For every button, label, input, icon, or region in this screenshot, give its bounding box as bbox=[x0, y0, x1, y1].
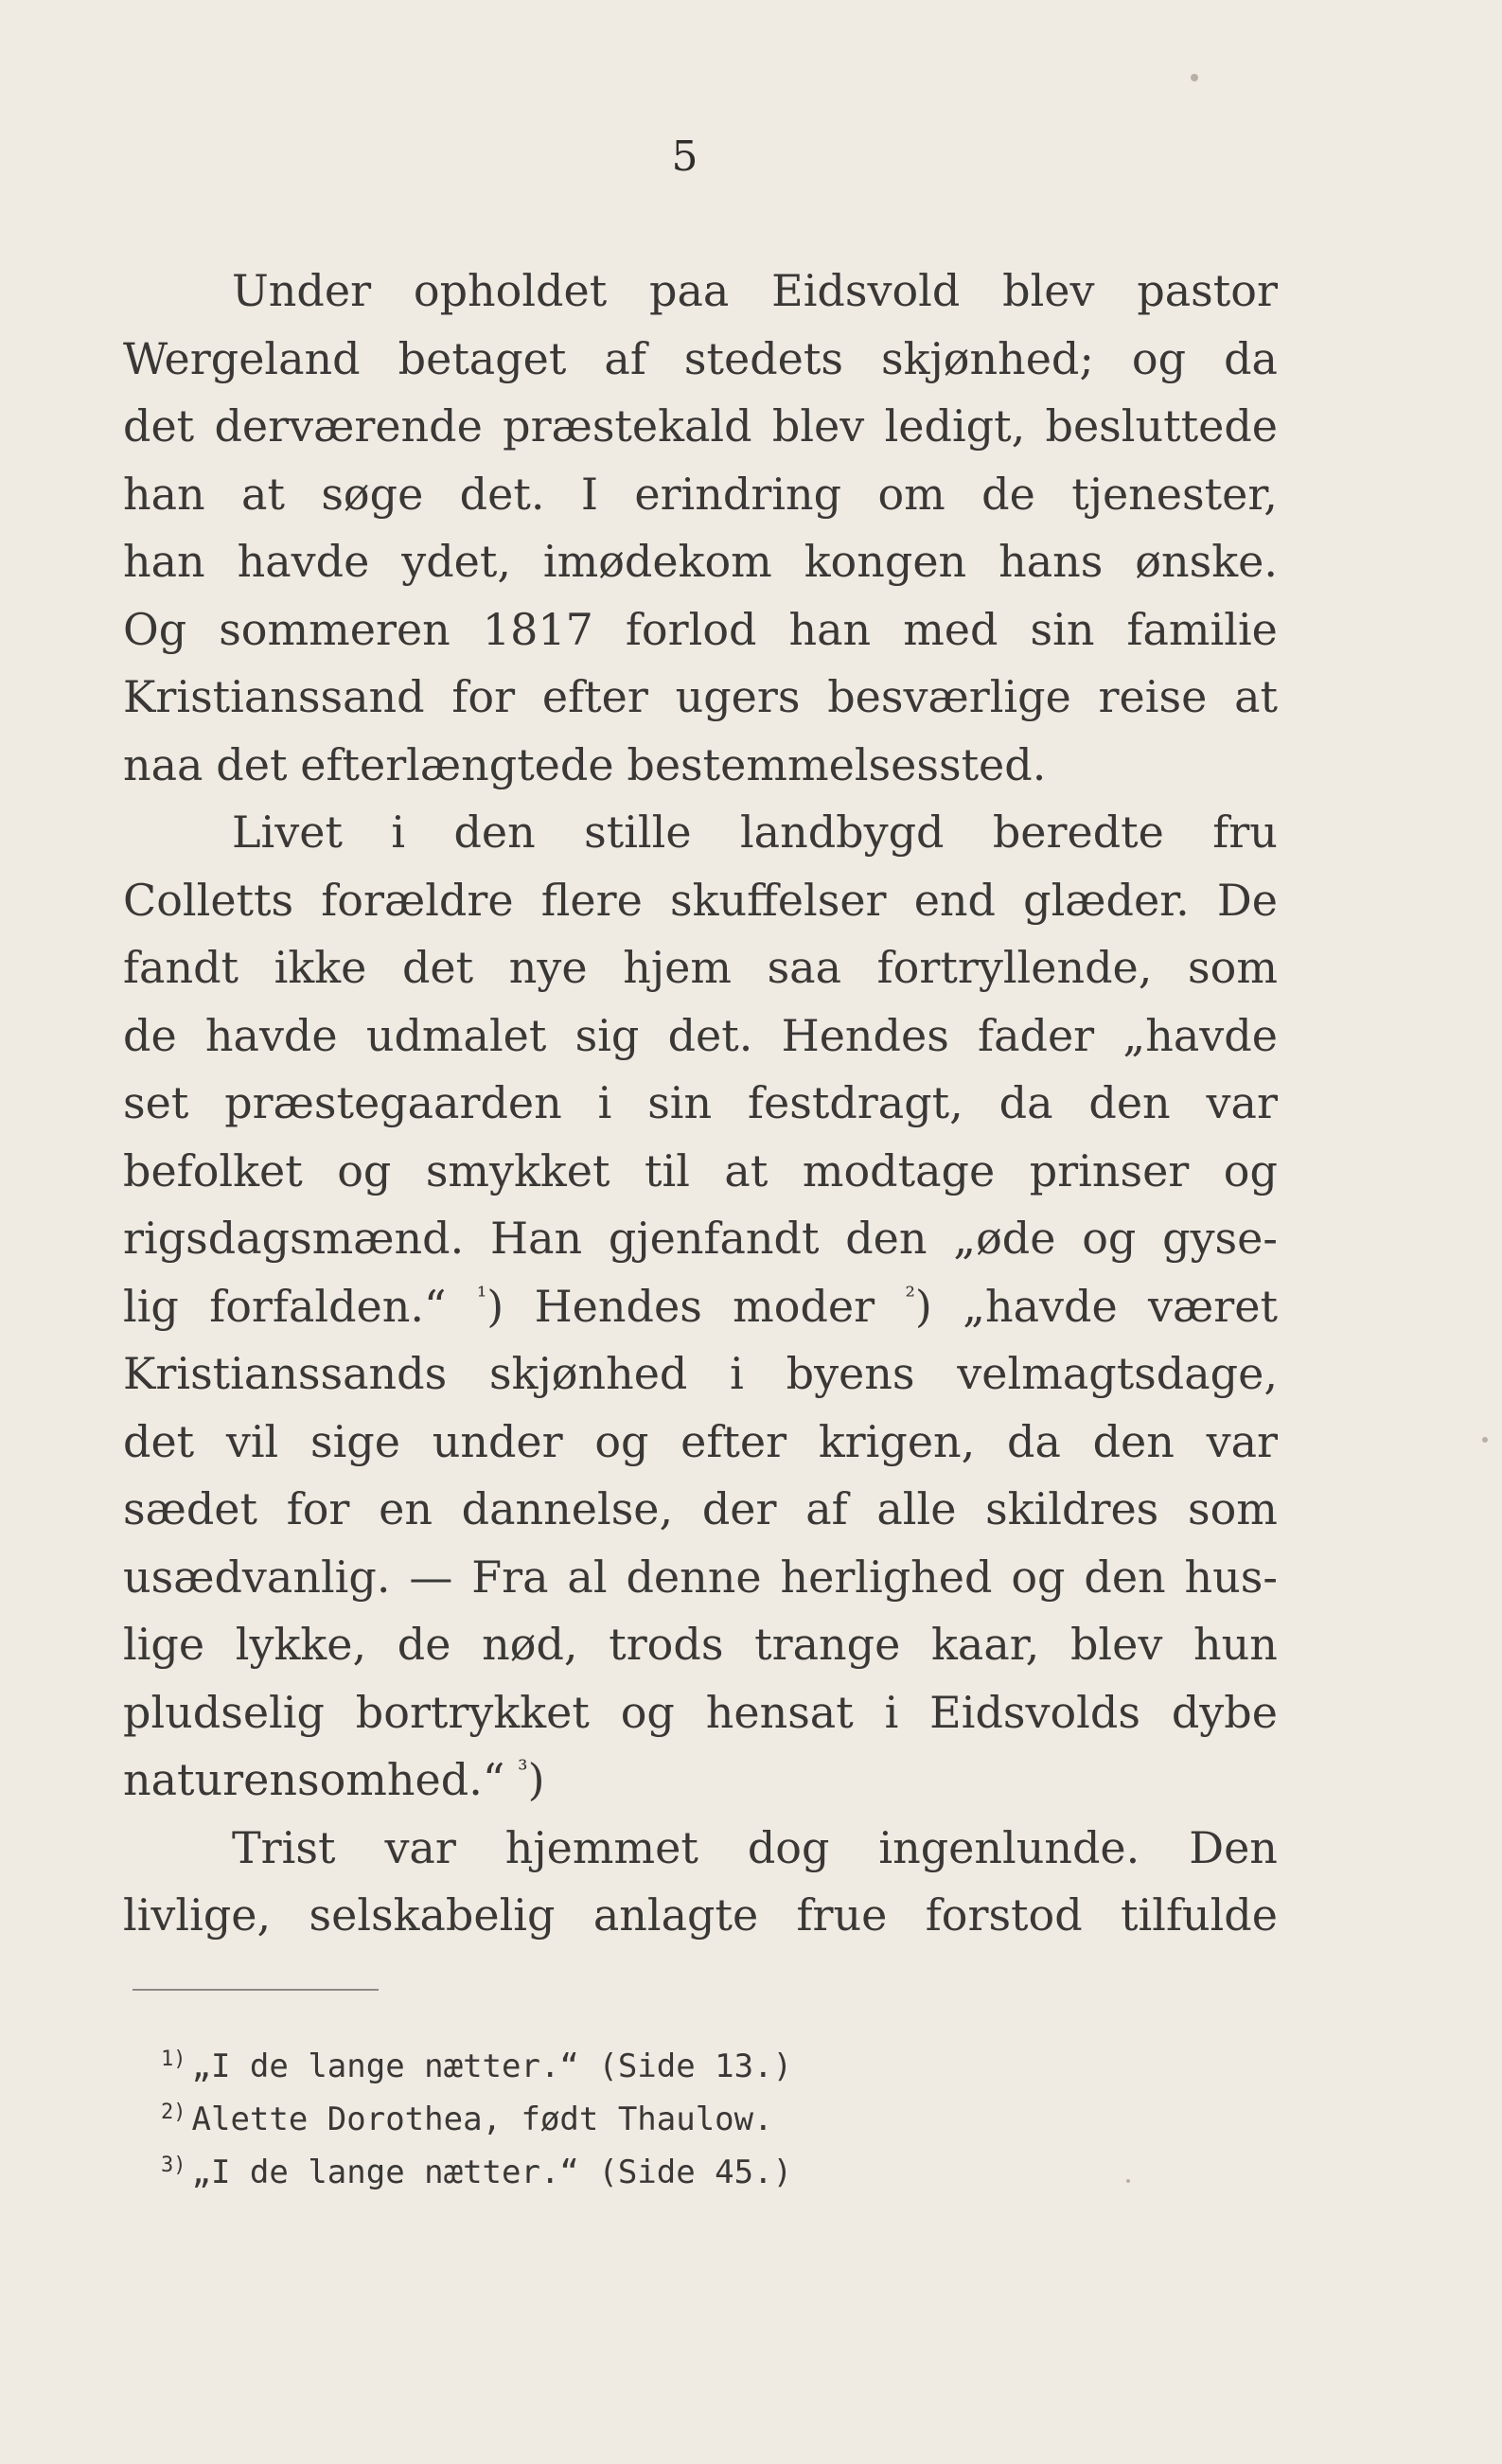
word: den bbox=[845, 1213, 928, 1264]
word: de bbox=[981, 468, 1035, 520]
word: i bbox=[597, 1077, 612, 1128]
footnote bbox=[161, 2093, 937, 2146]
word: stedets bbox=[683, 332, 843, 384]
word: ønske. bbox=[1135, 536, 1278, 587]
word: Under bbox=[232, 265, 372, 316]
word: livlige, bbox=[123, 1889, 272, 1941]
word: det. bbox=[459, 468, 545, 520]
word: de bbox=[397, 1619, 451, 1670]
word: sig bbox=[574, 1009, 640, 1061]
word: og bbox=[594, 1415, 649, 1467]
word: ugers bbox=[675, 671, 801, 722]
word: „øde bbox=[953, 1213, 1056, 1264]
word: ledigt, bbox=[884, 400, 1026, 452]
word: ydet, bbox=[401, 536, 511, 587]
word: efter bbox=[680, 1415, 787, 1467]
word: en bbox=[379, 1483, 433, 1534]
word: han bbox=[788, 603, 872, 655]
word: flere bbox=[540, 874, 643, 926]
word: forældre bbox=[321, 874, 514, 926]
word: og bbox=[1082, 1213, 1137, 1264]
word: selskabelig bbox=[309, 1889, 556, 1941]
word: hans bbox=[998, 536, 1104, 587]
word: paa bbox=[649, 265, 730, 316]
word: nye bbox=[508, 942, 588, 993]
word: det bbox=[123, 400, 195, 452]
text-line bbox=[123, 799, 1278, 867]
word: Kristianssands bbox=[123, 1348, 448, 1399]
word: I bbox=[580, 468, 598, 520]
word: som bbox=[1187, 1483, 1278, 1534]
text-line bbox=[123, 1882, 1278, 1950]
word: tilfulde bbox=[1121, 1889, 1278, 1941]
word: lykke, bbox=[235, 1619, 367, 1670]
word: erindring bbox=[634, 468, 842, 520]
word: og bbox=[620, 1686, 675, 1738]
word: festdragt, bbox=[748, 1077, 963, 1128]
text-line bbox=[123, 867, 1278, 935]
footnotes bbox=[161, 2040, 937, 2199]
text-line bbox=[123, 1611, 1278, 1679]
word: til bbox=[645, 1144, 690, 1197]
word: skuffelser bbox=[670, 874, 887, 926]
word: tjenester, bbox=[1071, 468, 1278, 520]
word: og bbox=[1011, 1551, 1066, 1603]
word: og bbox=[337, 1144, 392, 1197]
footnote-mark: 2) bbox=[161, 2101, 186, 2124]
word: glæder. bbox=[1023, 874, 1190, 926]
word: i bbox=[391, 807, 406, 858]
word: sin bbox=[647, 1077, 713, 1128]
word: af bbox=[604, 332, 646, 384]
word: skjønhed; bbox=[881, 332, 1094, 384]
word: frue bbox=[796, 1889, 888, 1941]
word: alle bbox=[876, 1483, 957, 1534]
text-line bbox=[123, 1476, 1278, 1544]
text-line bbox=[123, 326, 1278, 394]
word: — bbox=[409, 1551, 453, 1603]
word: 1817 bbox=[482, 603, 593, 655]
word: landbygd bbox=[739, 807, 945, 858]
word: modtage bbox=[802, 1144, 996, 1197]
word: sin bbox=[1030, 603, 1095, 655]
word: præstekald bbox=[503, 400, 752, 452]
word: hus- bbox=[1184, 1551, 1278, 1603]
word: ingenlunde. bbox=[878, 1821, 1140, 1873]
word: Colletts bbox=[123, 874, 294, 926]
word: var bbox=[384, 1821, 456, 1873]
text-line bbox=[123, 934, 1278, 1002]
word: bestemmelsessted. bbox=[627, 738, 1047, 790]
word: set bbox=[123, 1077, 189, 1128]
word: stille bbox=[584, 807, 692, 858]
word: Eidsvold bbox=[771, 265, 961, 316]
text-line bbox=[123, 1544, 1278, 1612]
word: Hendes bbox=[781, 1009, 949, 1061]
text-line bbox=[123, 1002, 1278, 1071]
word: opholdet bbox=[413, 265, 608, 316]
word: blev bbox=[1002, 265, 1095, 316]
word: nød, bbox=[482, 1619, 578, 1670]
word: befolket bbox=[123, 1144, 303, 1197]
word: sædet bbox=[123, 1483, 257, 1534]
word: Den bbox=[1189, 1821, 1278, 1873]
word: lig bbox=[123, 1280, 179, 1332]
text-line bbox=[123, 1815, 1278, 1883]
word: havde bbox=[237, 536, 370, 587]
word: rigsdagsmænd. bbox=[123, 1213, 465, 1264]
word: da bbox=[998, 1077, 1053, 1128]
word: der bbox=[701, 1483, 777, 1534]
word: at bbox=[241, 468, 285, 520]
word: forstod bbox=[925, 1889, 1083, 1941]
word: „havde bbox=[963, 1280, 1118, 1332]
word: for bbox=[286, 1483, 350, 1534]
word: blev bbox=[771, 400, 865, 452]
word: i bbox=[884, 1686, 899, 1738]
footnote-text: „I de lange nætter.“ (Side 13.) bbox=[191, 2047, 793, 2085]
paper-speck bbox=[1126, 2179, 1130, 2183]
word: Eidsvolds bbox=[929, 1686, 1140, 1738]
word: den bbox=[1088, 1077, 1171, 1128]
word: De bbox=[1216, 874, 1278, 926]
word: moder bbox=[733, 1280, 875, 1332]
word: hun bbox=[1193, 1619, 1278, 1670]
word: og bbox=[1223, 1144, 1278, 1197]
word: bortrykket bbox=[355, 1686, 590, 1738]
word: da bbox=[1224, 332, 1278, 384]
word: naturensomhed.“ bbox=[123, 1754, 505, 1805]
word: trange bbox=[754, 1619, 901, 1670]
word: „havde bbox=[1122, 1009, 1278, 1061]
word: præstegaarden bbox=[224, 1077, 562, 1128]
word: besværlige bbox=[827, 671, 1071, 722]
word: skildres bbox=[985, 1483, 1159, 1534]
word: velmagtsdage, bbox=[957, 1348, 1278, 1399]
word: og bbox=[1131, 332, 1187, 384]
word: vil bbox=[225, 1415, 279, 1467]
word: den bbox=[1084, 1551, 1166, 1603]
word: Kristianssand bbox=[123, 671, 425, 722]
word: han bbox=[123, 536, 205, 587]
word: forlod bbox=[625, 603, 757, 655]
text-line bbox=[123, 1070, 1278, 1138]
word: i bbox=[730, 1348, 744, 1399]
word: Han bbox=[489, 1213, 583, 1264]
word: den bbox=[1092, 1415, 1175, 1467]
word: derværende bbox=[214, 400, 483, 452]
word: smykket bbox=[425, 1144, 610, 1197]
word: det bbox=[216, 738, 288, 790]
word: imødekom bbox=[542, 536, 772, 587]
word: kongen bbox=[804, 536, 967, 587]
word: havde bbox=[204, 1009, 338, 1061]
word: da bbox=[1007, 1415, 1061, 1467]
word: $^{^1}$) bbox=[476, 1280, 504, 1332]
word: naa bbox=[123, 738, 203, 790]
word: dannelse, bbox=[461, 1483, 674, 1534]
word: pastor bbox=[1137, 265, 1278, 316]
word: denne bbox=[626, 1551, 762, 1603]
word: familie bbox=[1126, 603, 1278, 655]
word: fandt bbox=[123, 942, 239, 993]
footnote-text: „I de lange nætter.“ (Side 45.) bbox=[191, 2154, 793, 2191]
word: været bbox=[1148, 1280, 1278, 1332]
word: dybe bbox=[1171, 1686, 1278, 1738]
footnote-divider bbox=[133, 1989, 379, 1991]
word: Trist bbox=[232, 1821, 336, 1873]
word: gjenfandt bbox=[608, 1213, 820, 1264]
word: kaar, bbox=[931, 1619, 1040, 1670]
word: hensat bbox=[705, 1686, 854, 1738]
word: Og bbox=[123, 603, 187, 655]
word: at bbox=[724, 1144, 769, 1197]
word: Hendes bbox=[534, 1280, 702, 1332]
word: det. bbox=[667, 1009, 753, 1061]
word: han bbox=[123, 468, 205, 520]
word: de bbox=[123, 1009, 177, 1061]
word: beredte bbox=[992, 807, 1164, 858]
word: gyse- bbox=[1162, 1213, 1278, 1264]
word: dog bbox=[747, 1821, 830, 1873]
word: fader bbox=[978, 1009, 1095, 1061]
text-line bbox=[123, 664, 1278, 732]
text-line bbox=[123, 461, 1278, 529]
footnote-mark: 1) bbox=[161, 2047, 186, 2071]
word: Livet bbox=[232, 807, 343, 858]
text-line bbox=[123, 1273, 1278, 1341]
word: lige bbox=[123, 1619, 205, 1670]
text-line bbox=[123, 1138, 1278, 1206]
word: blev bbox=[1069, 1619, 1163, 1670]
word: sommeren bbox=[219, 603, 451, 655]
word: $^{^2}$) bbox=[905, 1280, 932, 1332]
word: fru bbox=[1212, 807, 1278, 858]
word: hjem bbox=[623, 942, 732, 993]
word: byens bbox=[786, 1348, 915, 1399]
word: end bbox=[913, 874, 996, 926]
text-line bbox=[123, 1746, 1278, 1815]
text-line bbox=[123, 393, 1278, 461]
word: betaget bbox=[398, 332, 567, 384]
body-text bbox=[123, 257, 1278, 1950]
word: prinser bbox=[1029, 1144, 1190, 1197]
word: som bbox=[1188, 942, 1278, 993]
word: udmalet bbox=[365, 1009, 547, 1061]
page-number: 5 bbox=[671, 133, 698, 181]
word: for bbox=[451, 671, 516, 722]
text-line bbox=[123, 1205, 1278, 1273]
word: saa bbox=[767, 942, 842, 993]
word: pludselig bbox=[123, 1686, 325, 1738]
word: Wergeland bbox=[123, 332, 361, 384]
word: reise bbox=[1098, 671, 1208, 722]
word: skjønhed bbox=[489, 1348, 688, 1399]
footnote bbox=[161, 2146, 937, 2199]
word: Fra bbox=[471, 1551, 549, 1603]
word: med bbox=[903, 603, 998, 655]
text-line bbox=[123, 732, 1278, 800]
word: af bbox=[805, 1483, 848, 1534]
word: anlagte bbox=[592, 1889, 759, 1941]
word: krigen, bbox=[818, 1415, 976, 1467]
word: trods bbox=[609, 1619, 724, 1670]
word: fortryllende, bbox=[876, 942, 1153, 993]
word: forfalden.“ bbox=[209, 1280, 447, 1332]
word: hjemmet bbox=[504, 1821, 698, 1873]
text-line bbox=[123, 257, 1278, 326]
text-line bbox=[123, 596, 1278, 665]
word: ikke bbox=[274, 942, 367, 993]
word: søge bbox=[321, 468, 424, 520]
word: $^{^3}$) bbox=[518, 1754, 545, 1805]
word: al bbox=[567, 1551, 608, 1603]
text-line bbox=[123, 1409, 1278, 1477]
text-line bbox=[123, 528, 1278, 596]
paper-speck bbox=[1482, 1437, 1488, 1443]
word: efterlængtede bbox=[300, 738, 614, 790]
text-line bbox=[123, 1679, 1278, 1747]
footnote-text: Alette Dorothea, født Thaulow. bbox=[191, 2101, 773, 2138]
word: det bbox=[401, 942, 474, 993]
word: sige bbox=[309, 1415, 400, 1467]
word: om bbox=[877, 468, 945, 520]
footnote-mark: 3) bbox=[161, 2154, 186, 2177]
word: efter bbox=[541, 671, 648, 722]
word: at bbox=[1234, 671, 1278, 722]
word: det bbox=[123, 1415, 195, 1467]
word: besluttede bbox=[1045, 400, 1278, 452]
paper-speck bbox=[1191, 74, 1198, 81]
word: var bbox=[1206, 1415, 1278, 1467]
footnote bbox=[161, 2040, 937, 2093]
word: var bbox=[1206, 1077, 1278, 1128]
word: den bbox=[453, 807, 536, 858]
word: under bbox=[432, 1415, 563, 1467]
text-line bbox=[123, 1340, 1278, 1409]
word: herlighed bbox=[780, 1551, 993, 1603]
word: usædvanlig. bbox=[123, 1551, 391, 1603]
